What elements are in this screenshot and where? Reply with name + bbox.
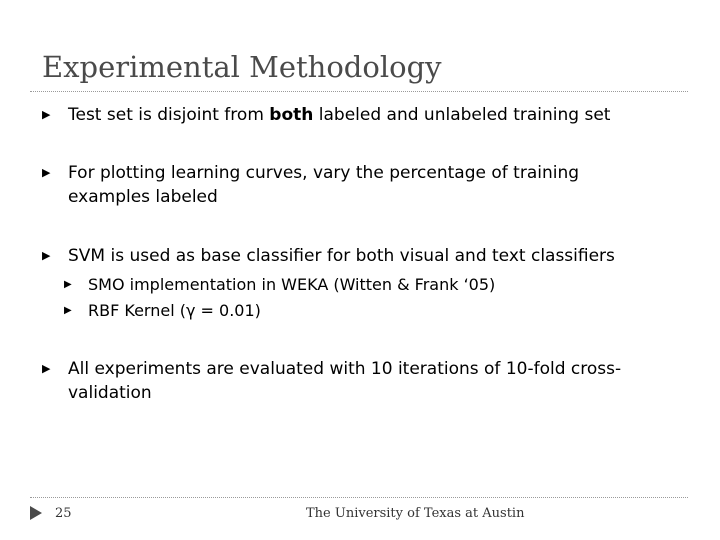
bullet-learning-curves: [42, 161, 622, 209]
bullet-arrow-icon: ▶: [42, 108, 51, 121]
bullet-experiments: [42, 357, 672, 405]
page-number: 25: [55, 506, 72, 521]
sub-bullet-rbf: [64, 300, 684, 322]
footer-divider: [30, 497, 688, 498]
sub-bullet-arrow-icon: ▶: [64, 279, 72, 290]
bullet-arrow-icon: ▶: [42, 362, 51, 375]
slide-title: Experimental Methodology: [42, 50, 442, 84]
footer-triangle-icon: [30, 506, 42, 520]
sub-bullet-text: SMO implementation in WEKA (Witten & Frank ‘05): [88, 275, 496, 294]
bullet-arrow-icon: ▶: [42, 249, 51, 262]
bullet-text: For plotting learning curves, vary the percentage of training examples labeled: [68, 163, 580, 207]
bullet-arrow-icon: ▶: [42, 166, 51, 179]
bullet-text: Test set is disjoint from both labeled and unlabeled training set: [68, 105, 611, 125]
bullet-svm: [42, 244, 692, 268]
sub-bullet-text: RBF Kernel (γ = 0.01): [88, 301, 261, 320]
bullet-test-set: [42, 103, 682, 127]
sub-bullet-arrow-icon: ▶: [64, 305, 72, 316]
bullet-text: SVM is used as base classifier for both visual and text classifiers: [68, 246, 615, 266]
bullet-text: All experiments are evaluated with 10 iterations of 10-fold cross-validation: [68, 359, 622, 403]
bold-word: both: [269, 105, 314, 125]
footer-institution: The University of Texas at Austin: [306, 506, 525, 521]
title-divider: [30, 91, 688, 92]
sub-bullet-smo: [64, 274, 684, 296]
